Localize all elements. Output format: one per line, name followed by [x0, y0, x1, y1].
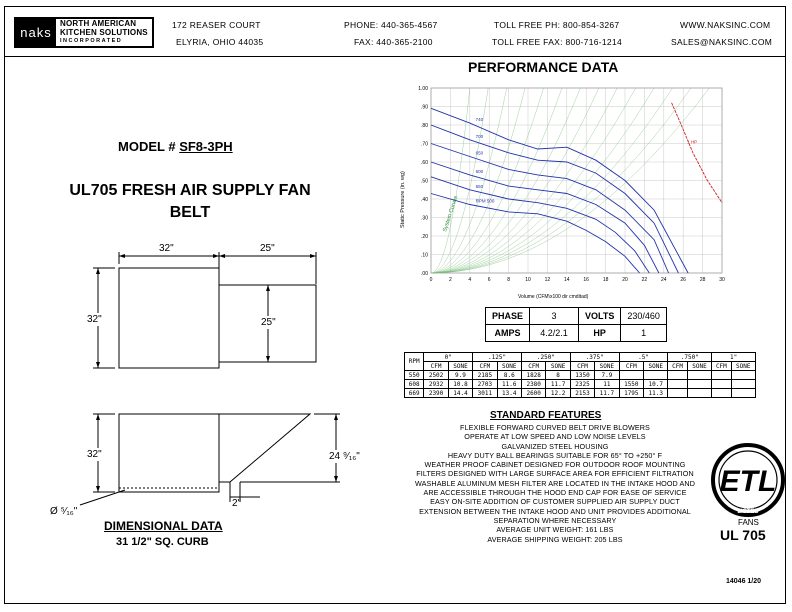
perf-subheader-row	[405, 362, 756, 371]
feature-line: WASHABLE ALUMINUM MESH FILTER ARE LOCATED IN THE INTAKE HOOD AND	[415, 478, 695, 488]
perf-cell: 10.8	[448, 380, 472, 389]
pressure-header: .250"	[521, 353, 570, 362]
performance-table	[404, 352, 756, 398]
model-label: MODEL #	[118, 139, 176, 154]
series-label: 740	[475, 117, 484, 123]
perf-header-row	[405, 353, 756, 362]
perf-cell	[687, 389, 711, 398]
perf-cell: 2153	[570, 389, 594, 398]
features-title: STANDARD FEATURES	[490, 410, 602, 421]
x-tick-label: 8	[507, 277, 510, 283]
phone: PHONE: 440-365-4567	[344, 20, 438, 30]
perf-cell	[731, 371, 755, 380]
phase-label: PHASE	[486, 308, 530, 325]
perf-cell: 7.9	[595, 371, 619, 380]
perf-cell: 11	[595, 380, 619, 389]
amps-label: AMPS	[486, 325, 530, 342]
phase-value: 3	[530, 308, 579, 325]
logo-line-3: INCORPORATED	[60, 38, 123, 44]
perf-row	[405, 380, 756, 389]
y-tick-label: .50	[421, 178, 428, 185]
tollfree-phone: TOLL FREE PH: 800-854-3267	[494, 20, 620, 30]
x-tick-label: 26	[680, 277, 686, 283]
y-tick-label: .30	[421, 215, 428, 222]
series-line	[431, 194, 640, 274]
feature-line: FLEXIBLE FORWARD CURVED BELT DRIVE BLOWERS	[460, 423, 650, 432]
perf-cell: 8	[546, 371, 570, 380]
perf-cell: 2185	[473, 371, 497, 380]
dimensional-data-title: DIMENSIONAL DATA	[104, 519, 223, 533]
perf-subheader: SONE	[731, 362, 755, 371]
perf-row	[405, 389, 756, 398]
address-line-2: ELYRIA, OHIO 44035	[176, 37, 264, 47]
hood-side-view	[219, 414, 310, 482]
x-tick-label: 18	[602, 277, 609, 283]
feature-line: EASY ON-SITE ADDITION OF CUSTOMER SUPPLIED AIR SUPPLY DUCT	[430, 497, 680, 507]
x-tick-label: 4	[468, 277, 472, 283]
product-title-line-1: UL705 FRESH AIR SUPPLY FAN	[69, 182, 311, 199]
unit-top-view	[119, 268, 219, 368]
y-tick-label: .70	[421, 141, 428, 148]
perf-subheader: SONE	[546, 362, 570, 371]
y-tick-label: .90	[421, 104, 428, 111]
y-tick-label: .60	[421, 160, 428, 166]
perf-cell: 2600	[521, 389, 545, 398]
listing-category: FANS	[738, 518, 759, 527]
perf-cell: 9.9	[448, 371, 472, 380]
tollfree-fax: TOLL FREE FAX: 800-716-1214	[492, 37, 623, 47]
feature-line: ARE ACCESSIBLE THROUGH THE HOOD END CAP FOR EASE OF SERVICE	[423, 488, 687, 498]
website-link[interactable]: WWW.NAKSINC.COM	[680, 20, 771, 30]
series-label: 550	[475, 183, 484, 189]
system-curves-label: System Curves	[442, 195, 460, 233]
perf-cell: 2932	[424, 380, 448, 389]
rpm-header: RPM	[405, 353, 424, 371]
spec-table	[485, 307, 667, 342]
perf-row	[405, 371, 756, 380]
perf-cell: 1828	[521, 371, 545, 380]
perf-subheader: SONE	[644, 362, 668, 371]
logo-line-1: NORTH AMERICAN	[60, 19, 137, 28]
y-tick-label: .20	[421, 234, 428, 240]
perf-subheader: SONE	[687, 362, 711, 371]
address-line-1: 172 REASER COURT	[172, 20, 261, 30]
perf-cell: 11.3	[644, 389, 668, 398]
hp-label: HP	[579, 325, 621, 342]
perf-cell: 3011	[473, 389, 497, 398]
perf-cell	[731, 380, 755, 389]
feature-line: GALVANIZED STEEL HOUSING	[501, 441, 609, 451]
perf-cell	[644, 371, 668, 380]
pressure-header: 1"	[712, 353, 756, 362]
listing-standard: UL 705	[720, 527, 766, 543]
volts-label: VOLTS	[579, 308, 621, 325]
perf-body	[405, 371, 756, 398]
pressure-header: .750"	[668, 353, 712, 362]
x-tick-label: 2	[449, 277, 452, 283]
series-label: 700	[475, 133, 484, 139]
perf-subheader: CFM	[712, 362, 731, 371]
perf-cell: 1550	[619, 380, 643, 389]
pressure-header: .125"	[473, 353, 522, 362]
feature-line: AVERAGE UNIT WEIGHT: 161 LBS	[496, 525, 614, 535]
x-tick-label: 22	[641, 277, 648, 283]
dim-top-width-left: 32"	[159, 243, 174, 254]
dim-hole-diameter: Ø ⁵⁄₁₆"	[50, 506, 78, 517]
y-tick-label: 1.00	[418, 86, 428, 92]
feature-line: AVERAGE SHIPPING WEIGHT: 205 LBS	[487, 534, 623, 544]
perf-cell	[731, 389, 755, 398]
perf-subheader: CFM	[424, 362, 448, 371]
series-line	[431, 108, 688, 273]
x-tick-label: 12	[544, 277, 551, 283]
perf-cell	[619, 371, 643, 380]
perf-subheader: CFM	[570, 362, 594, 371]
y-tick-label: .40	[421, 197, 428, 203]
series-line	[672, 103, 722, 203]
perf-cell	[668, 389, 687, 398]
x-tick-label: 30	[719, 277, 725, 283]
x-tick-label: 16	[583, 277, 589, 283]
features-list	[394, 423, 716, 544]
performance-chart	[398, 82, 738, 304]
series-label: RPM 500	[475, 198, 495, 204]
y-tick-label: .10	[421, 252, 428, 259]
y-axis-label: Static Pressure (in. wg)	[400, 171, 406, 228]
logo-line-2: KITCHEN SOLUTIONS	[60, 28, 148, 37]
perf-cell: 11.7	[546, 380, 570, 389]
perf-cell: 14.4	[448, 389, 472, 398]
email-link[interactable]: SALES@NAKSINC.COM	[671, 37, 773, 47]
perf-subheader: SONE	[448, 362, 472, 371]
dim-bottom-offset: 2"	[232, 498, 242, 509]
pressure-header: .5"	[619, 353, 668, 362]
etl-mark-text: ETL	[719, 465, 777, 498]
perf-cell: 2390	[424, 389, 448, 398]
feature-line: SEPARATION WHERE NECESSARY	[493, 515, 617, 525]
dim-top-width-right: 25"	[260, 243, 275, 254]
product-title-line-2: BELT	[169, 204, 211, 221]
x-tick-label: 28	[699, 277, 706, 283]
perf-cell: 2380	[521, 380, 545, 389]
perf-cell: 669	[405, 389, 424, 398]
dim-height-left: 32"	[87, 314, 102, 325]
perf-cell: 2325	[570, 380, 594, 389]
series-label: 600	[475, 168, 484, 174]
x-axis-label: Volume (CFM\x100 dir cmditad)	[518, 294, 589, 300]
perf-subheader: CFM	[619, 362, 643, 371]
feature-line: WEATHER PROOF CABINET DESIGNED FOR OUTDOOR ROOF MOUNTING	[424, 460, 686, 470]
model-number: SF8-3PH	[179, 139, 233, 154]
dim-side-total-height: 24 ⁹⁄₁₆"	[329, 451, 360, 462]
series-line	[431, 177, 649, 273]
feature-line: FILTERS DESIGNED WITH LARGE SURFACE AREA FOR EFFICIENT FILTRATION	[416, 469, 694, 479]
series-label: 650	[475, 150, 484, 156]
perf-cell: 1350	[570, 371, 594, 380]
perf-cell	[712, 380, 731, 389]
perf-subheader: CFM	[473, 362, 497, 371]
x-tick-label: 24	[661, 277, 667, 283]
curb-size: 31 1/2" SQ. CURB	[116, 536, 209, 548]
y-tick-label: .00	[421, 271, 428, 277]
y-tick-label: .80	[421, 123, 428, 129]
perf-cell	[687, 380, 711, 389]
fax: FAX: 440-365-2100	[354, 37, 433, 47]
perf-cell: 11.6	[497, 380, 521, 389]
logo-mark: naks	[16, 19, 56, 46]
perf-subheader: CFM	[668, 362, 687, 371]
chart-ticks	[418, 86, 725, 283]
pressure-header: 0"	[424, 353, 473, 362]
perf-cell: 11.7	[595, 389, 619, 398]
perf-cell: 8.6	[497, 371, 521, 380]
hp-value: 1	[621, 325, 667, 342]
x-tick-label: 20	[622, 277, 628, 283]
perf-cell: 13.4	[497, 389, 521, 398]
x-tick-label: 0	[429, 277, 433, 283]
spec-row	[486, 325, 667, 342]
perf-subheader: SONE	[595, 362, 619, 371]
perf-cell	[712, 371, 731, 380]
unit-side-view	[119, 414, 219, 492]
volts-value: 230/460	[621, 308, 667, 325]
x-tick-label: 6	[487, 277, 491, 283]
chart-series	[431, 103, 722, 273]
document-number: 14046 1/20	[726, 578, 762, 585]
feature-line: HEAVY DUTY BALL BEARINGS SUITABLE FOR 65° TO +250° F	[447, 450, 663, 460]
dim-height-right: 25"	[261, 317, 276, 328]
perf-cell	[712, 389, 731, 398]
perf-subheader: CFM	[521, 362, 545, 371]
x-tick-label: 14	[564, 277, 570, 283]
perf-cell: 1795	[619, 389, 643, 398]
perf-cell	[668, 380, 687, 389]
spec-row	[486, 308, 667, 325]
performance-title: PERFORMANCE DATA	[468, 59, 619, 75]
etl-listed-text: LISTED	[737, 509, 759, 515]
perf-cell: 550	[405, 371, 424, 380]
series-line	[431, 144, 669, 274]
perf-cell: 12.2	[546, 389, 570, 398]
perf-cell	[687, 371, 711, 380]
perf-cell: 10.7	[644, 380, 668, 389]
dim-side-height: 32"	[87, 449, 102, 460]
series-label: 1 HP	[687, 139, 698, 145]
feature-line: EXTENSION BETWEEN THE INTAKE HOOD AND UNIT PROVIDES ADDITIONAL	[419, 506, 691, 516]
perf-cell	[668, 371, 687, 380]
perf-subheader: SONE	[497, 362, 521, 371]
perf-cell: 608	[405, 380, 424, 389]
feature-line: OPERATE AT LOW SPEED AND LOW NOISE LEVELS	[464, 432, 646, 442]
x-tick-label: 10	[525, 277, 531, 283]
etl-listed-logo	[710, 442, 786, 518]
perf-cell: 2703	[473, 380, 497, 389]
amps-value: 4.2/2.1	[530, 325, 579, 342]
pressure-header: .375"	[570, 353, 619, 362]
perf-cell: 2502	[424, 371, 448, 380]
